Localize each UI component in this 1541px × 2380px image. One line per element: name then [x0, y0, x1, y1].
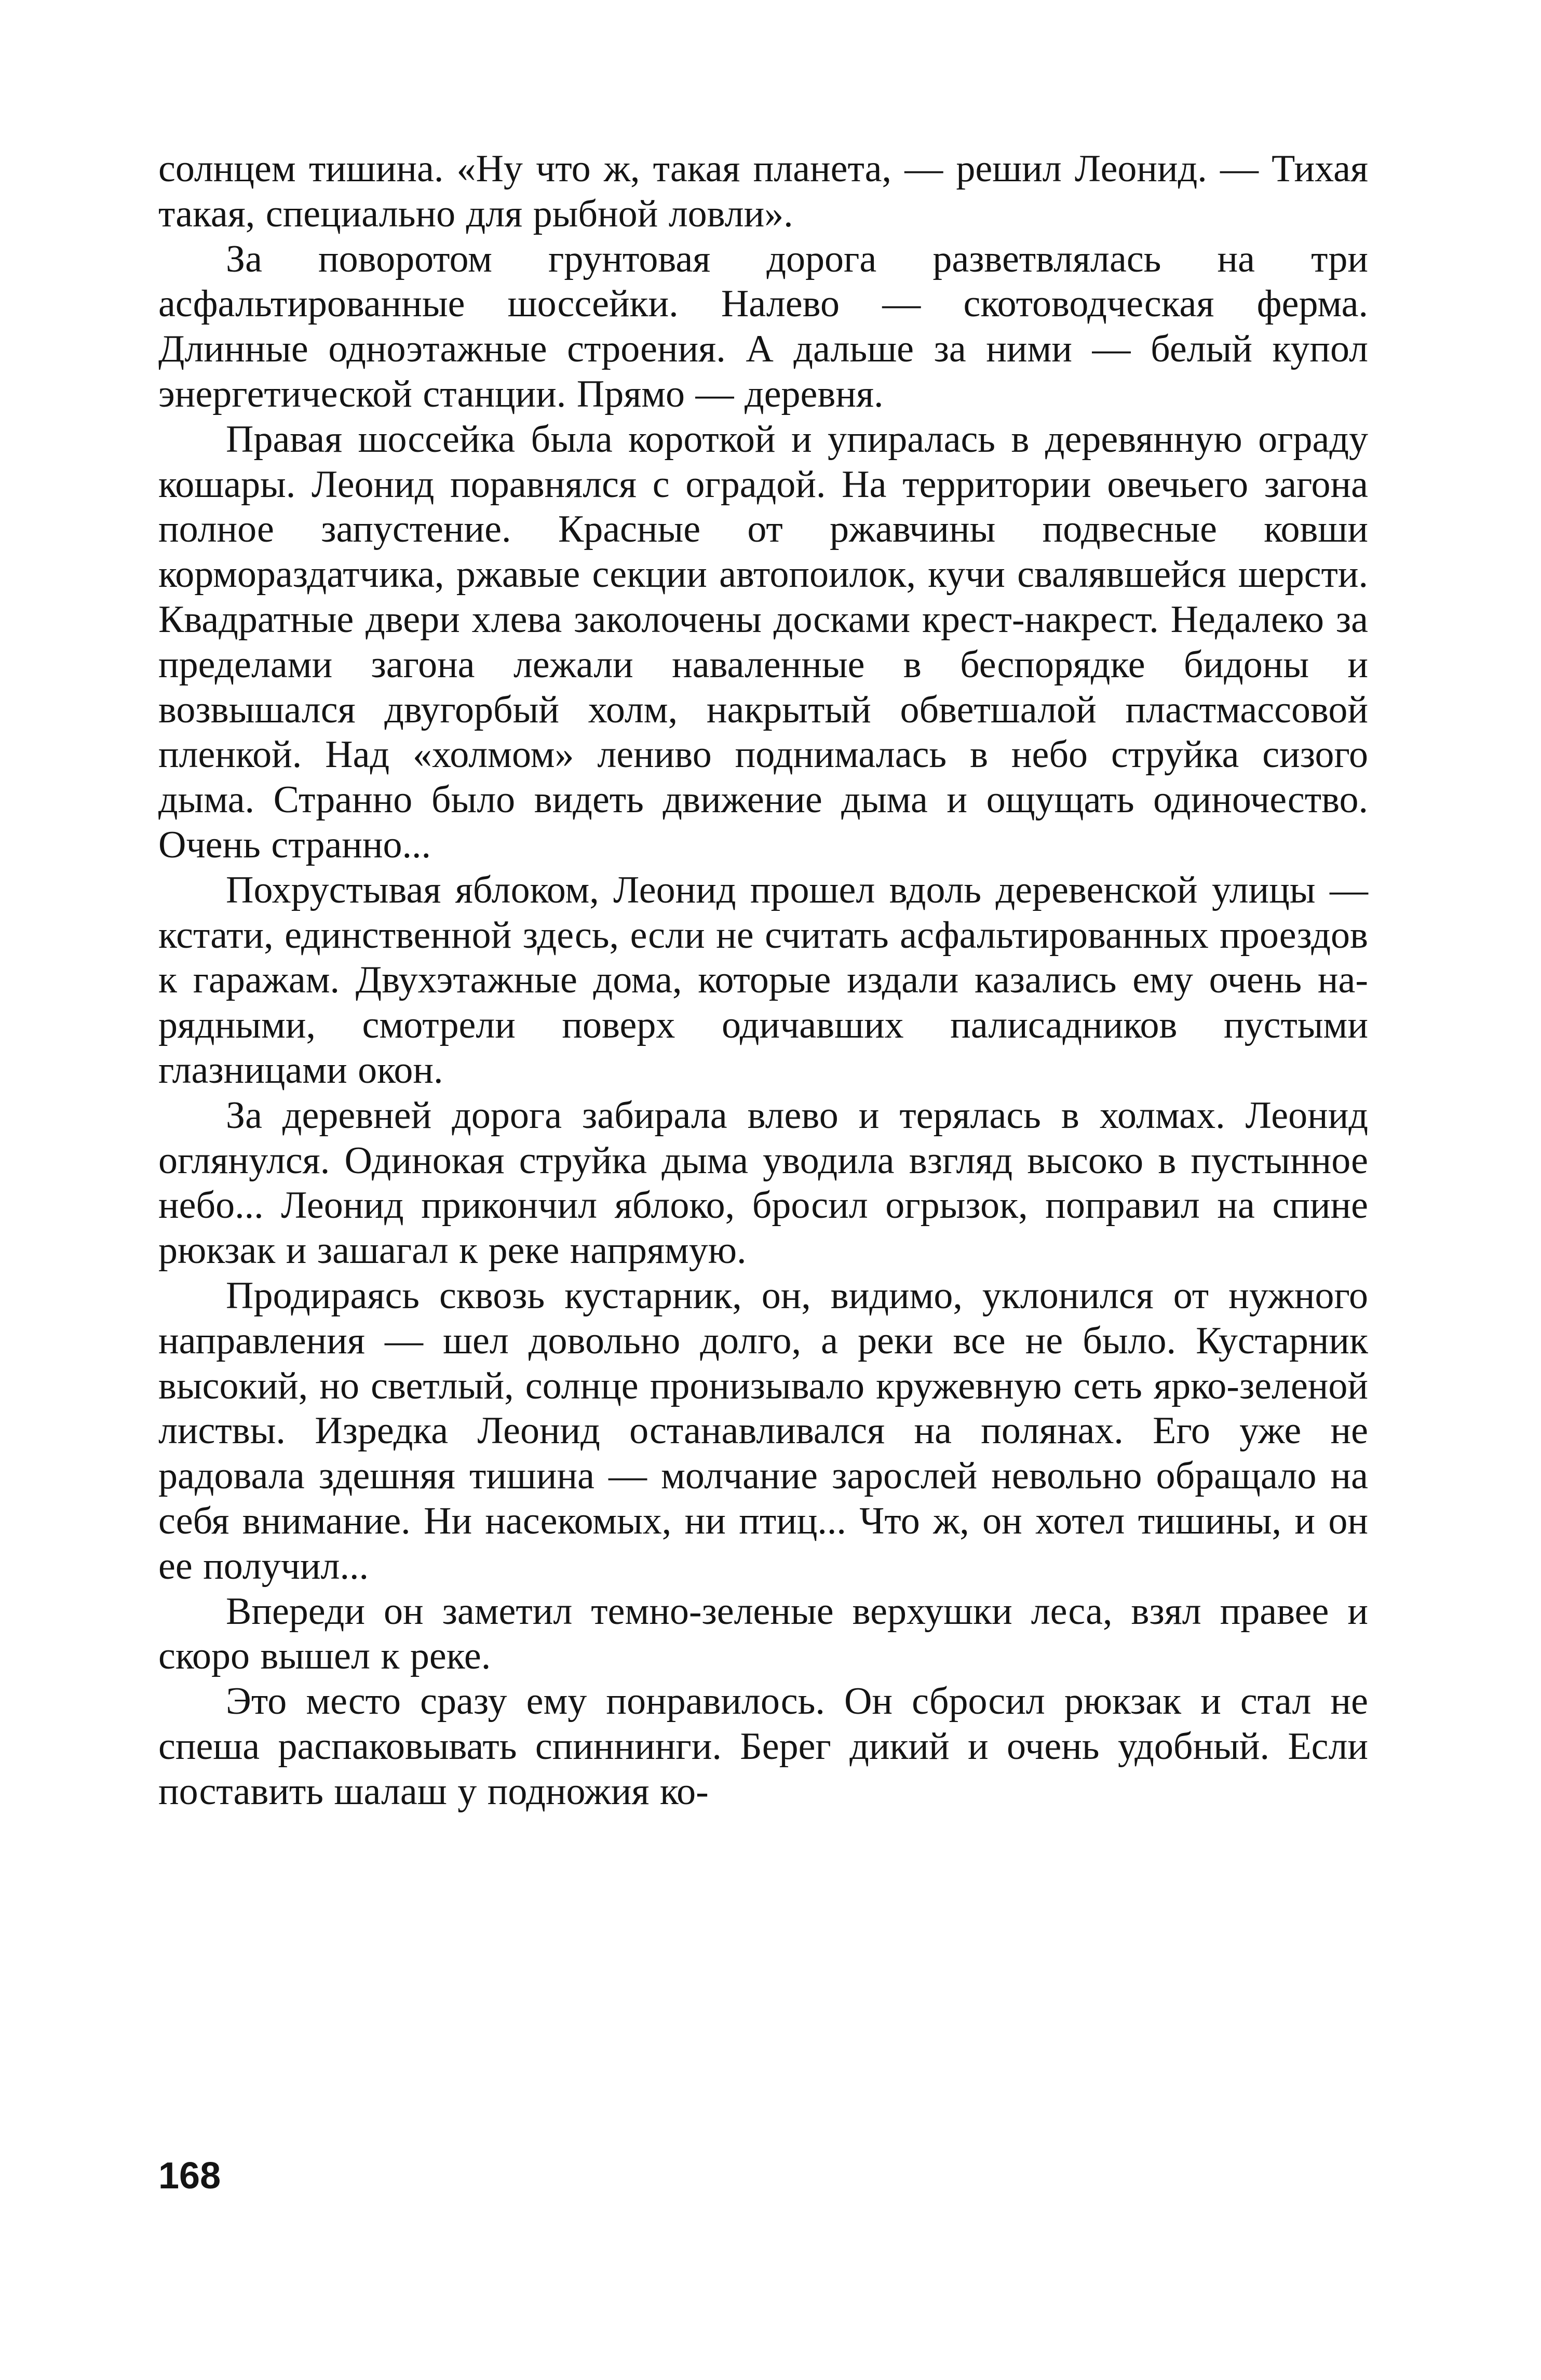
paragraph-1: солнцем тишина. «Ну что ж, такая планета, — решил Леонид. — Тихая такая, специально для рыбной ловли».	[158, 147, 1368, 235]
paragraph-4: Похрустывая яблоком, Леонид прошел вдоль деревенской улицы — кстати, единственной здесь, если не считать асфальтированных проездов к гаражам. Двухэтажные дома, которые издали казались ему очень нарядными, смотрели поверх одичавших палисадников пустыми глазницами окон.	[158, 868, 1368, 1092]
page-number: 168	[158, 2155, 221, 2197]
paragraph-3: Правая шоссейка была короткой и упиралась в деревянную ограду кошары. Леонид поравнялся с оградой. На территории овечьего загона полное запустение. Красные от ржавчины подвесные ковши кормораздатчика, ржавые секции автопоилок, кучи свалявшейся шерсти. Квадратные двери хлева заколочены досками крест-накрест. Недалеко за пределами загона лежали наваленные в беспорядке бидоны и возвышался двугорбый холм, накрытый обветшалой пластмассовой пленкой. Над «холмом» лениво поднималась в небо струйка сизого дыма. Странно было видеть движение дыма и ощущать одиночество. Очень странно...	[158, 418, 1368, 866]
paragraph-6: Продираясь сквозь кустарник, он, видимо, уклонился от нужного направления — шел довольно долго, а реки все не было. Кустарник высокий, но светлый, солнце пронизывало кружевную сеть ярко-зеленой листвы. Изредка Леонид останавливался на полянах. Его уже не радовала здешняя тишина — молчание зарослей невольно обращало на себя внимание. Ни насекомых, ни птиц... Что ж, он хотел тишины, и он ее получил...	[158, 1274, 1368, 1588]
paragraph-8: Это место сразу ему понравилось. Он сбросил рюкзак и стал не спеша распаковывать спиннинги. Берег дикий и очень удобный. Если поставить шалаш у подножия ко-	[158, 1680, 1368, 1813]
paragraph-2: За поворотом грунтовая дорога разветвлялась на три асфальтированные шоссейки. Налево — скотоводческая ферма. Длинные одноэтажные строения. А дальше за ними — белый купол энергетической станции. Прямо — деревня.	[158, 237, 1368, 415]
paragraph-5: За деревней дорога забирала влево и терялась в холмах. Леонид оглянулся. Одинокая струйка дыма уводила взгляд высоко в пустынное небо... Леонид прикончил яблоко, бросил огрызок, поправил на спине рюкзак и зашагал к реке напрямую.	[158, 1094, 1368, 1272]
paragraph-7: Впереди он заметил темно-зеленые верхушки леса, взял правее и скоро вышел к реке.	[158, 1590, 1368, 1678]
book-page-body	[158, 146, 1368, 1814]
